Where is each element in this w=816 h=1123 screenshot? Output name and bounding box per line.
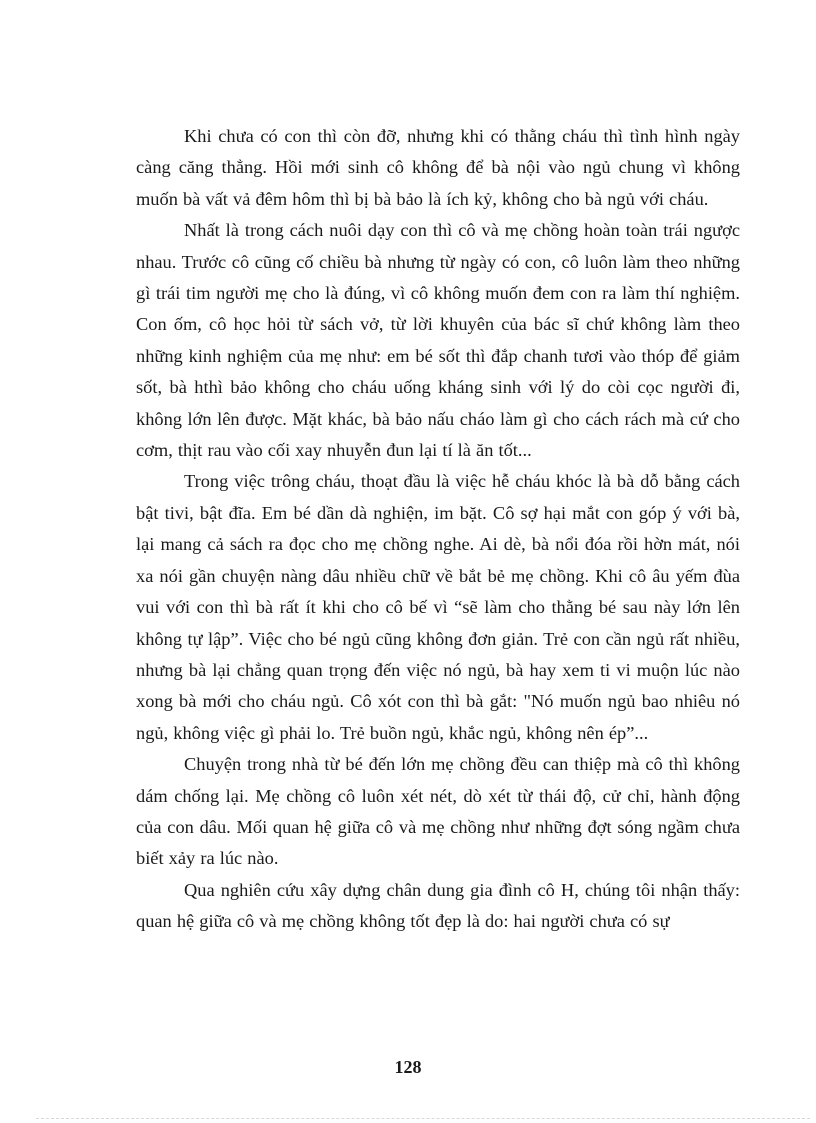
page-bottom-divider xyxy=(36,1118,810,1119)
paragraph-3: Trong việc trông cháu, thoạt đầu là việc hễ cháu khóc là bà dỗ bằng cách bật tivi, bật đĩa. Em bé dần dà nghiện, im bặt. Cô sợ hại mắt con góp ý với bà, lại mang cả sách ra đọc cho mẹ chồng nghe. Ai dè, bà nổi đóa rồi hờn mát, nói xa nói gần chuyện nàng dâu nhiều chữ về bắt bẻ mẹ chồng. Khi cô âu yếm đùa vui với con thì bà rất ít khi cho cô bế vì “sẽ làm cho thằng bé sau này lớn lên không tự lập”. Việc cho bé ngủ cũng không đơn giản. Trẻ con cần ngủ rất nhiều, nhưng bà lại chẳng quan trọng đến việc nó ngủ, bà hay xem ti vi muộn lúc nào xong bà mới cho cháu ngủ. Cô xót con thì bà gắt: "Nó muốn ngủ bao nhiêu nó ngủ, không việc gì phải lo. Trẻ buồn ngủ, khắc ngủ, không nên ép”... xyxy=(136,471,740,743)
paragraph-2: Nhất là trong cách nuôi dạy con thì cô và mẹ chồng hoàn toàn trái ngược nhau. Trước cô cũng cố chiều bà nhưng từ ngày có con, cô luôn làm theo những gì trái tim người mẹ cho là đúng, vì cô không muốn đem con ra làm thí nghiệm. Con ốm, cô học hỏi từ sách vở, từ lời khuyên của bác sĩ chứ không làm theo những kinh nghiệm của mẹ như: em bé sốt thì đắp chanh tươi vào thóp để giảm sốt, bà hthì bảo không cho cháu uống kháng sinh với lý do còi cọc người đi, không lớn lên được. Mặt khác, bà bảo nấu cháo làm gì cho cách rách mà cứ cho cơm, thịt rau vào cối xay nhuyễn đun lại tí là ăn tốt... xyxy=(136,220,740,461)
page-number: 128 xyxy=(394,1057,422,1077)
paragraph-1: Khi chưa có con thì còn đỡ, nhưng khi có thằng cháu thì tình hình ngày càng căng thẳng. Hồi mới sinh cô không để bà nội vào ngủ chung vì không muốn bà vất vả đêm hôm thì bị bà bảo là ích kỷ, không cho bà ngủ với cháu. xyxy=(136,126,740,209)
paragraph-4: Chuyện trong nhà từ bé đến lớn mẹ chồng đều can thiệp mà cô thì không dám chống lại. Mẹ chồng cô luôn xét nét, dò xét từ thái độ, cử chỉ, hành động của con dâu. Mối quan hệ giữa cô và mẹ chồng như những đợt sóng ngầm chưa biết xảy ra lúc nào. xyxy=(136,754,740,869)
body-text xyxy=(136,121,740,938)
paragraph-5: Qua nghiên cứu xây dựng chân dung gia đình cô H, chúng tôi nhận thấy: quan hệ giữa cô và mẹ chồng không tốt đẹp là do: hai người chưa có sự xyxy=(136,879,740,932)
